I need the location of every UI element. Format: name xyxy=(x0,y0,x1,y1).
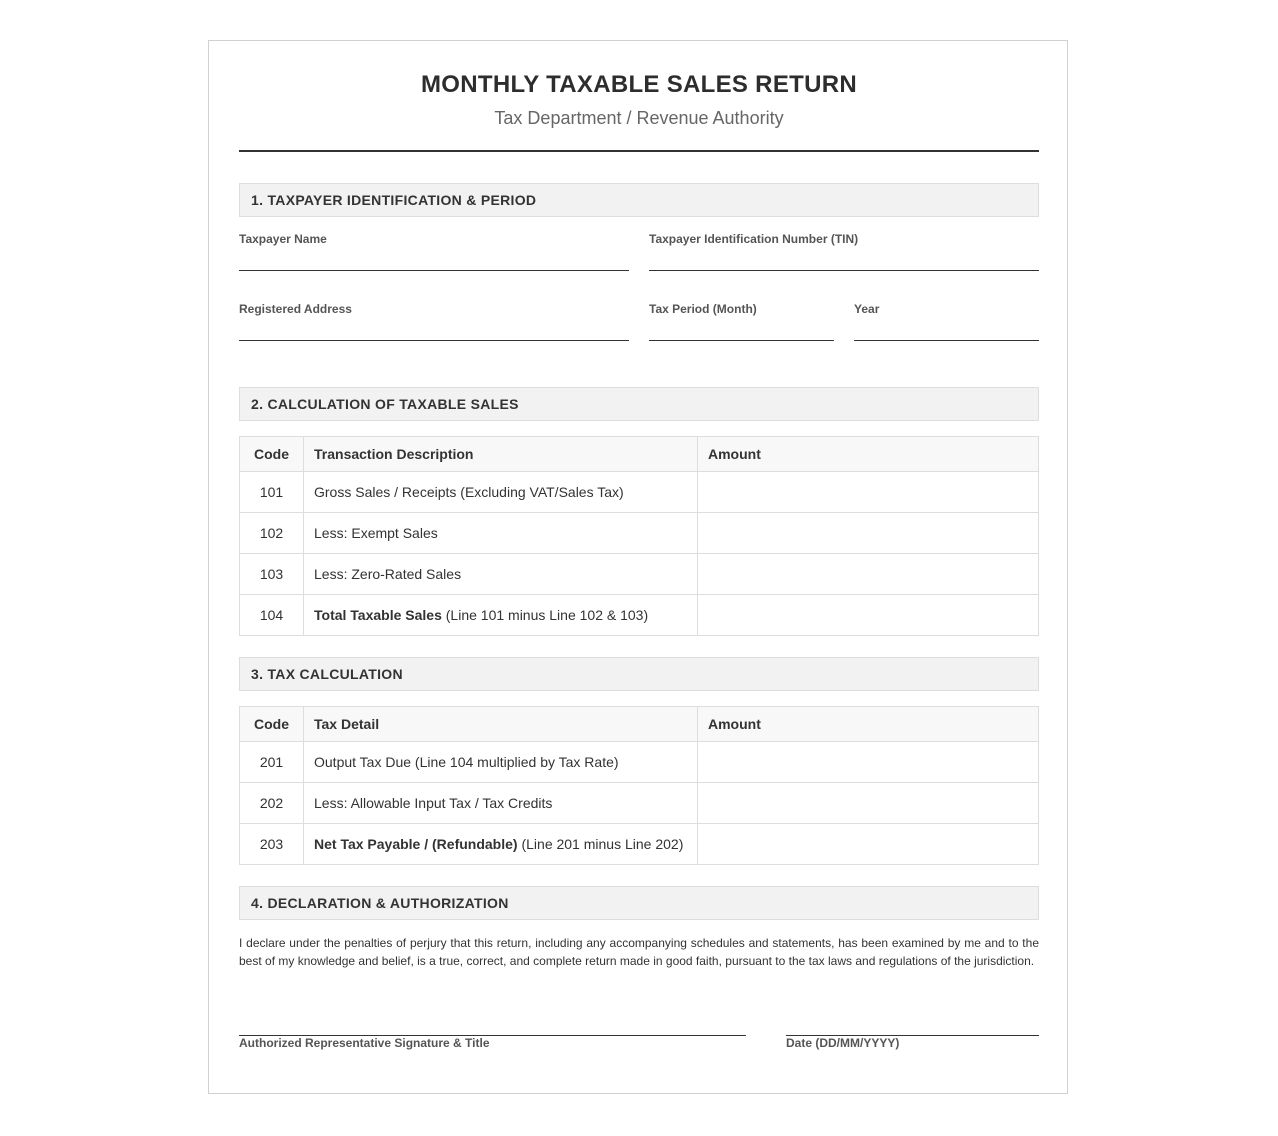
amount-cell[interactable] xyxy=(698,595,1039,636)
line-code: 203 xyxy=(240,824,304,865)
table-header-row xyxy=(240,437,1039,472)
form-page xyxy=(208,40,1068,1094)
year-line[interactable] xyxy=(854,340,1039,341)
table-row xyxy=(240,472,1039,513)
line-code: 101 xyxy=(240,472,304,513)
column-header-code: Code xyxy=(240,437,304,472)
address-line[interactable] xyxy=(239,340,629,341)
form-title: MONTHLY TAXABLE SALES RETURN xyxy=(421,71,857,98)
amount-cell[interactable] xyxy=(698,742,1039,783)
amount-cell[interactable] xyxy=(698,824,1039,865)
taxable-sales-table xyxy=(239,436,1039,636)
section-2-heading: 2. CALCULATION OF TAXABLE SALES xyxy=(239,387,1039,421)
address-label: Registered Address xyxy=(239,302,352,316)
line-description xyxy=(304,824,698,865)
amount-cell[interactable] xyxy=(698,783,1039,824)
column-header-description: Transaction Description xyxy=(304,437,698,472)
form-subtitle: Tax Department / Revenue Authority xyxy=(494,108,784,128)
header-divider xyxy=(239,150,1039,152)
line-description-bold: Net Tax Payable / (Refundable) xyxy=(314,836,518,852)
tin-line[interactable] xyxy=(649,270,1039,271)
table-row xyxy=(240,554,1039,595)
line-description xyxy=(304,513,698,554)
table-row xyxy=(240,783,1039,824)
line-description-bold: Total Taxable Sales xyxy=(314,607,442,623)
line-description-text: (Line 201 minus Line 202) xyxy=(517,836,684,852)
line-description-text: Output Tax Due (Line 104 multiplied by Tax Rate) xyxy=(314,754,619,770)
line-description-text: Less: Allowable Input Tax / Tax Credits xyxy=(314,795,553,811)
table-row xyxy=(240,595,1039,636)
signature-label: Authorized Representative Signature & Title xyxy=(239,1036,490,1050)
tax-period-label: Tax Period (Month) xyxy=(649,302,757,316)
tax-calculation-table xyxy=(239,706,1039,865)
declaration-text: I declare under the penalties of perjury that this return, including any accompanying schedules and statements, has been examined by me and to the best of my knowledge and belief, is a true, correct, and complete return made in good faith, pursuant to the tax laws and regulations of the jurisdiction. xyxy=(239,936,1039,968)
line-code: 104 xyxy=(240,595,304,636)
column-header-code: Code xyxy=(240,707,304,742)
line-code: 103 xyxy=(240,554,304,595)
line-description-text: Less: Zero-Rated Sales xyxy=(314,566,462,582)
column-header-amount: Amount xyxy=(698,437,1039,472)
line-description-text: Gross Sales / Receipts (Excluding VAT/Sales Tax) xyxy=(314,484,624,500)
year-label: Year xyxy=(854,302,880,316)
table-row xyxy=(240,513,1039,554)
line-description xyxy=(304,472,698,513)
line-code: 102 xyxy=(240,513,304,554)
line-description xyxy=(304,554,698,595)
section-4-heading: 4. DECLARATION & AUTHORIZATION xyxy=(239,886,1039,920)
line-description xyxy=(304,595,698,636)
tin-label: Taxpayer Identification Number (TIN) xyxy=(649,232,859,246)
amount-cell[interactable] xyxy=(698,472,1039,513)
line-description xyxy=(304,783,698,824)
table-row xyxy=(240,824,1039,865)
tax-period-line[interactable] xyxy=(649,340,834,341)
taxpayer-name-label: Taxpayer Name xyxy=(239,232,327,246)
table-header-row xyxy=(240,707,1039,742)
column-header-amount: Amount xyxy=(698,707,1039,742)
amount-cell[interactable] xyxy=(698,513,1039,554)
section-1-heading: 1. TAXPAYER IDENTIFICATION & PERIOD xyxy=(239,183,1039,217)
amount-cell[interactable] xyxy=(698,554,1039,595)
line-description-text: Less: Exempt Sales xyxy=(314,525,438,541)
line-code: 202 xyxy=(240,783,304,824)
line-code: 201 xyxy=(240,742,304,783)
line-description-text: (Line 101 minus Line 102 & 103) xyxy=(441,607,649,623)
table-row xyxy=(240,742,1039,783)
taxpayer-name-line[interactable] xyxy=(239,270,629,271)
date-label: Date (DD/MM/YYYY) xyxy=(786,1036,900,1050)
line-description xyxy=(304,742,698,783)
column-header-detail: Tax Detail xyxy=(304,707,698,742)
section-3-heading: 3. TAX CALCULATION xyxy=(239,657,1039,691)
